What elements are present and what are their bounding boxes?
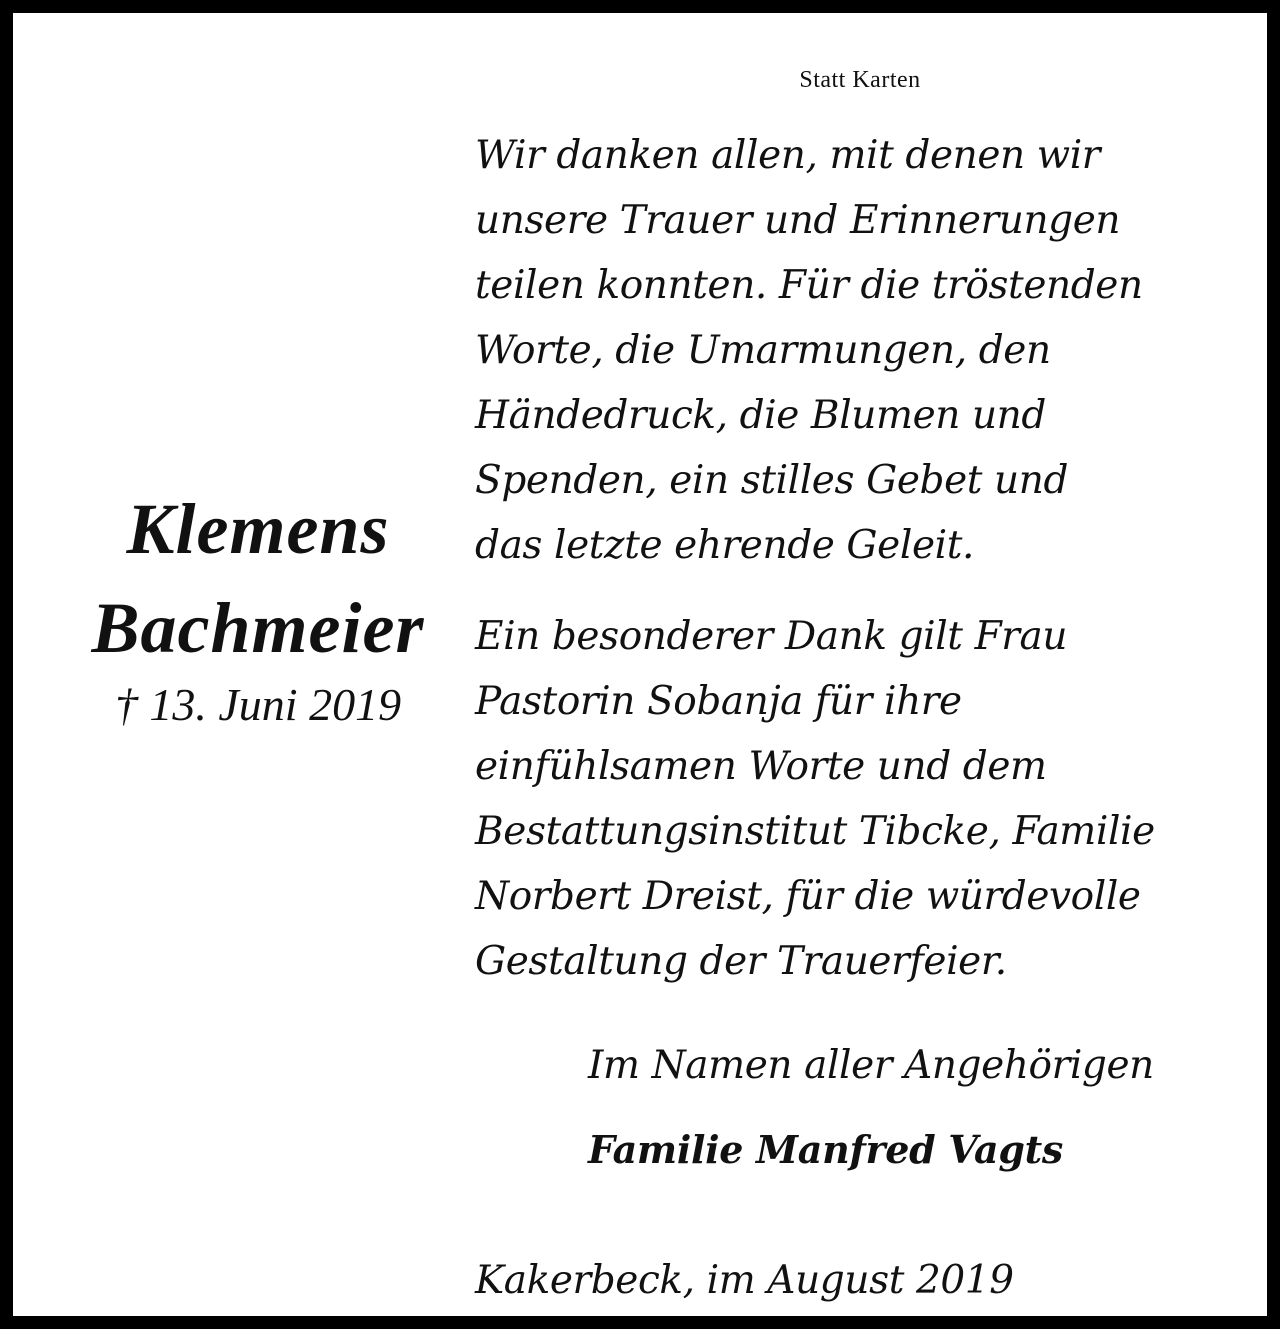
text-line: Ein besonderer Dank gilt Frau	[475, 614, 1068, 659]
place-date: Kakerbeck, im August 2019	[475, 1258, 1014, 1303]
text-line: Pastorin Sobanja für ihre	[475, 679, 962, 724]
deceased-first-name: Klemens	[126, 489, 390, 569]
text-line: Wir danken allen, mit denen wir	[475, 133, 1101, 178]
notice-header: Statt Karten	[799, 67, 921, 93]
closing-line: Im Namen aller Angehörigen	[588, 1043, 1154, 1088]
text-line: Händedruck, die Blumen und	[475, 393, 1046, 438]
text-line: Worte, die Umarmungen, den	[475, 328, 1051, 373]
text-line: einfühlsamen Worte und dem	[475, 744, 1047, 789]
text-line: Spenden, ein stilles Gebet und	[475, 458, 1069, 503]
text-line: teilen konnten. Für die tröstenden	[475, 263, 1143, 308]
thanks-paragraph	[475, 123, 1143, 578]
text-line: unsere Trauer und Erinnerungen	[475, 198, 1121, 243]
special-thanks-paragraph	[475, 604, 1155, 994]
text-line: Bestattungsinstitut Tibcke, Familie	[475, 809, 1155, 854]
signature: Familie Manfred Vagts	[588, 1127, 1063, 1172]
text-line: Norbert Dreist, für die würdevolle	[475, 874, 1141, 919]
deceased-last-name: Bachmeier	[91, 588, 425, 668]
text-line: das letzte ehrende Geleit.	[475, 523, 974, 568]
death-date: † 13. Juni 2019	[114, 679, 402, 730]
text-line: Gestaltung der Trauerfeier.	[475, 939, 1007, 984]
